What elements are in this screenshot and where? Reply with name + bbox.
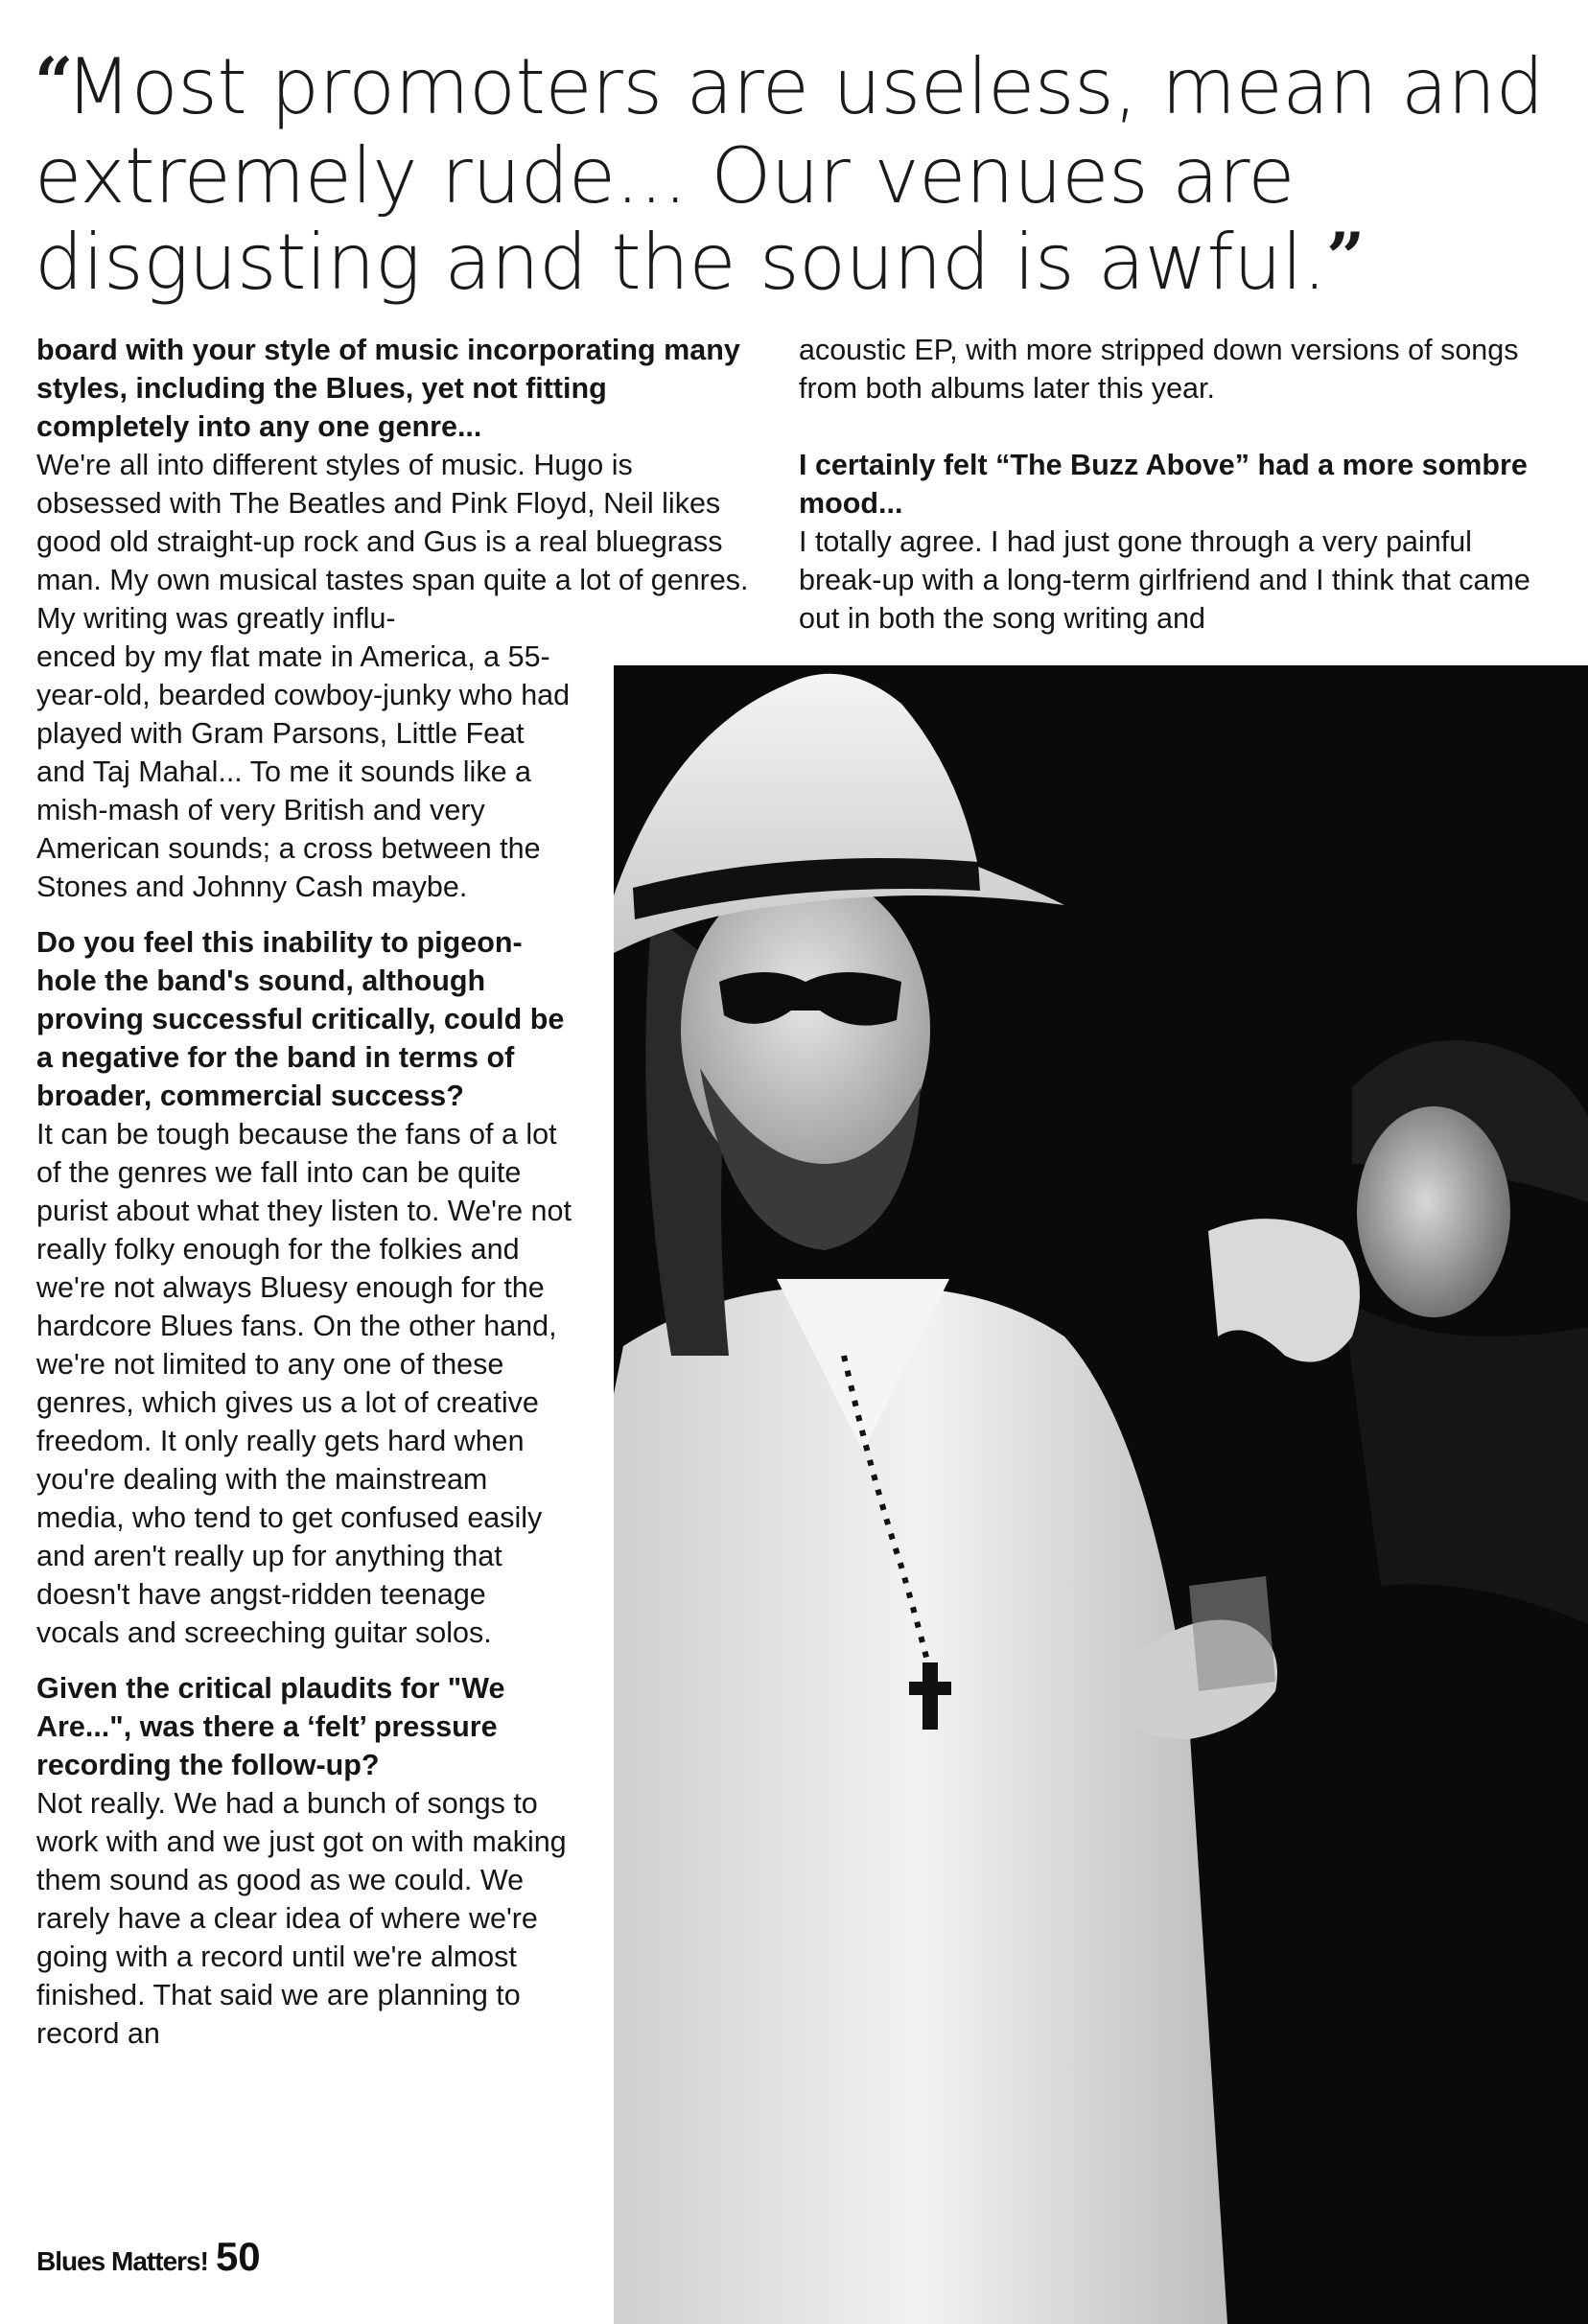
pull-quote-text: Most promoters are useless, mean and extremely rude... Our venues are disgusting and the sound is awful. [35,42,1544,307]
question-pigeon-hole: Do you feel this inability to pigeon-hole the band's sound, although proving successful critically, could be a negative for the band in terms of broader, commercial success? [36,926,565,1112]
question-buzz-above: I certainly felt “The Buzz Above” had a more sombre mood... [799,449,1528,520]
right-column-top [799,331,1556,638]
left-column-top [36,331,765,638]
answer-style-bottom: enced by my flat mate in America, a 55-year-old, bearded cowboy-junky who had played with Gram Parsons, Little Feat and Taj Mahal... To me it sounds like a mish-mash of very British and very American sounds; a cross between the Stones and Johnny Cash maybe. [36,640,571,903]
page-number: 50 [215,2234,261,2279]
answer-follow-up: Not really. We had a bunch of songs to work with and we just got on with making them sound as good as we could. We rarely have a clear idea of where we're going with a record until we're almost finished. That said we are planning to record an [36,1787,567,2050]
question-style: board with your style of music incorporating many styles, including the Blues, yet not fitting completely into any one genre... [36,334,740,443]
second-face [1357,1106,1510,1317]
answer-style-top: We're all into different styles of music. Hugo is obsessed with The Beatles and Pink Floyd, Neil likes good old straight-up rock and Gus is a real bluegrass man. My own musical tastes span quite a lot of genres. My writing was greatly influ- [36,449,749,635]
question-follow-up: Given the critical plaudits for "We Are...", was there a ‘felt’ pressure recording the follow-up? [36,1672,505,1781]
open-quote-mark: “ [35,42,66,122]
answer-pigeon-hole: It can be tough because the fans of a lot of the genres we fall into can be quite purist about what they listen to. We're not really folky enough for the folkies and we're not always Bluesy enough for the hardcore Blues fans. On the other hand, we're not limited to any one of these genres, which gives us a lot of creative freedom. It only really gets hard when you're dealing with the mainstream media, who tend to get confused easily and aren't really up for anything that doesn't have angst-ridden teenage vocals and screeching guitar solos. [36,1118,572,1649]
band-photo [614,665,1588,2324]
left-column-narrow [36,638,573,2053]
close-quote-mark: ” [1326,218,1358,297]
answer-buzz-above: I totally agree. I had just gone through a very painful break-up with a long-term girlfriend and I think that came out in both the song writing and [799,525,1530,635]
magazine-name: Blues Matters! [36,2246,208,2276]
page-footer [36,2234,261,2280]
band-photo-illustration [614,665,1588,2324]
glass [1189,1576,1275,1691]
pull-quote [35,44,1569,309]
answer-follow-up-continued: acoustic EP, with more stripped down versions of songs from both albums later this year. [799,334,1519,405]
